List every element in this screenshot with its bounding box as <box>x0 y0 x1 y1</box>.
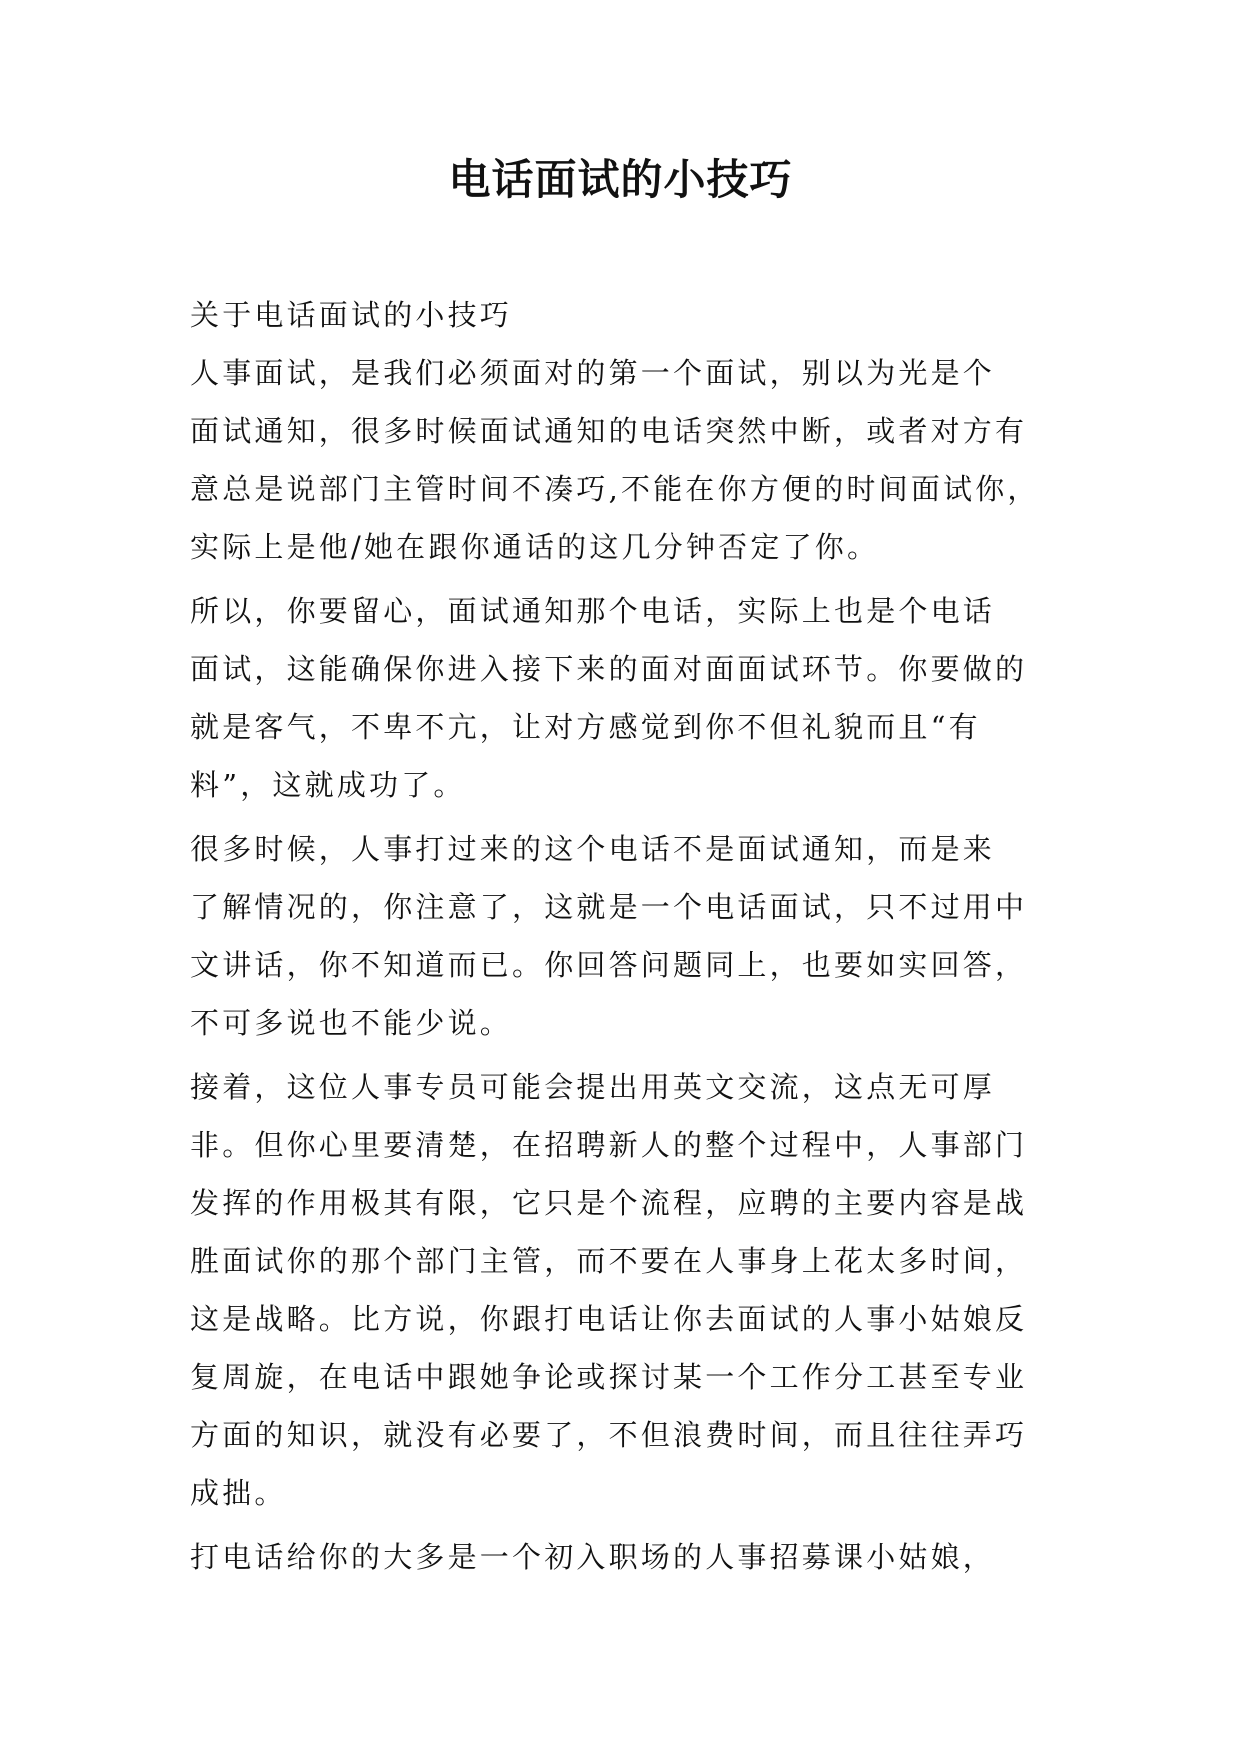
body-line: 不可多说也不能少说。 <box>190 1006 513 1040</box>
body-line: 打电话给你的大多是一个初入职场的人事招募课小姑娘， <box>190 1540 996 1574</box>
body-line: 发挥的作用极其有限，它只是个流程，应聘的主要内容是战 <box>190 1186 1028 1220</box>
body-line: 成拙。 <box>190 1476 287 1510</box>
body-line: 面试，这能确保你进入接下来的面对面面试环节。你要做的 <box>190 652 1028 686</box>
body-line: 这是战略。比方说，你跟打电话让你去面试的人事小姑娘反 <box>190 1302 1028 1336</box>
body-line: 料”，这就成功了。 <box>190 768 466 802</box>
body-line: 非。但你心里要清楚，在招聘新人的整个过程中，人事部门 <box>190 1128 1028 1162</box>
body-line: 胜面试你的那个部门主管，而不要在人事身上花太多时间， <box>190 1244 1028 1278</box>
body-line: 面试通知，很多时候面试通知的电话突然中断，或者对方有 <box>190 414 1028 448</box>
body-line: 方面的知识，就没有必要了，不但浪费时间，而且往往弄巧 <box>190 1418 1028 1452</box>
body-line: 了解情况的，你注意了，这就是一个电话面试，只不过用中 <box>190 890 1028 924</box>
body-line: 复周旋，在电话中跟她争论或探讨某一个工作分工甚至专业 <box>190 1360 1028 1394</box>
document-title: 电话面试的小技巧 <box>448 155 793 204</box>
body-line: 接着，这位人事专员可能会提出用英文交流，这点无可厚 <box>190 1070 996 1104</box>
body-line: 文讲话，你不知道而已。你回答问题同上，也要如实回答， <box>190 948 1028 982</box>
body-line: 所以，你要留心，面试通知那个电话，实际上也是个电话 <box>190 594 996 628</box>
body-line: 实际上是他/她在跟你通话的这几分钟否定了你。 <box>190 530 880 564</box>
document-body <box>190 286 1060 1586</box>
body-line-intro: 关于电话面试的小技巧 <box>190 298 513 332</box>
body-line: 意总是说部门主管时间不凑巧,不能在你方便的时间面试你， <box>190 472 1040 506</box>
body-line: 人事面试，是我们必须面对的第一个面试，别以为光是个 <box>190 356 996 390</box>
body-line: 就是客气，不卑不亢，让对方感觉到你不但礼貌而且“有 <box>190 710 981 744</box>
body-line: 很多时候，人事打过来的这个电话不是面试通知，而是来 <box>190 832 996 866</box>
